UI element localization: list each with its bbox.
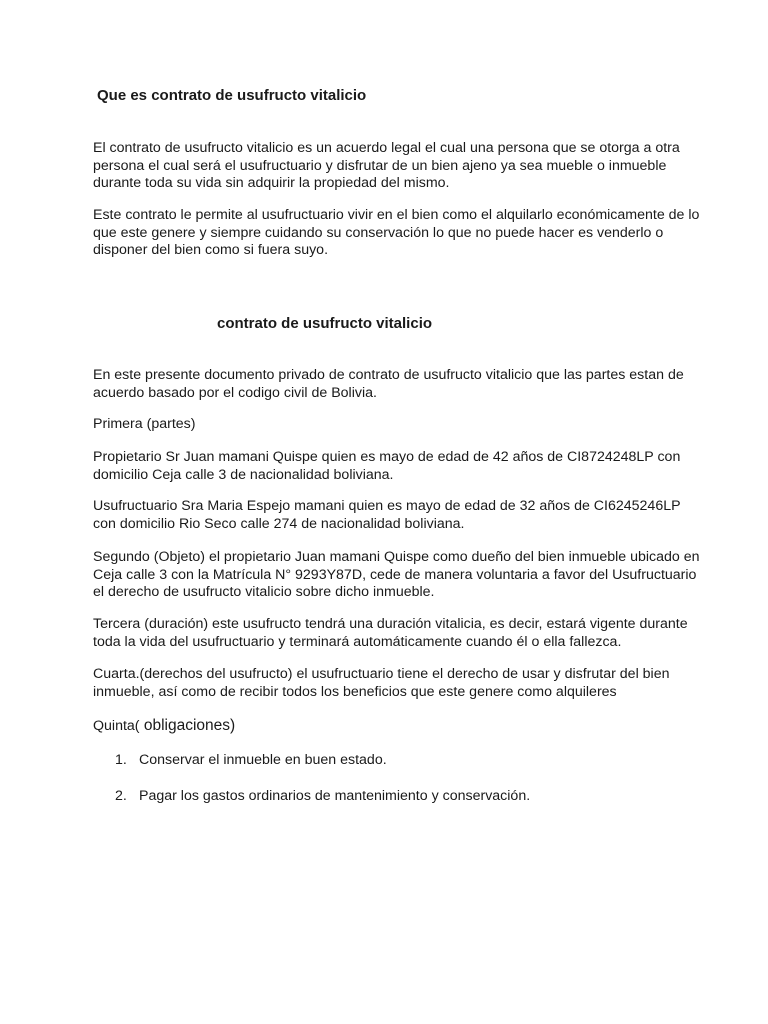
- contract-paragraph: Primera (partes): [93, 416, 196, 432]
- contract-paragraph: Segundo (Objeto) el propietario Juan mamani Quispe como dueño del bien inmueble ubicado en Ceja calle 3 con la Matrícula N° 9293Y87D, cede de manera voluntaria a favor del Usufructuario el derecho de usufructo vitalicio sobre dicho inmueble.: [93, 549, 700, 600]
- contract-paragraph: En este presente documento privado de contrato de usufructo vitalicio que las partes estan de acuerdo basado por el codigo civil de Bolivia.: [93, 367, 684, 401]
- intro-paragraph: Este contrato le permite al usufructuario vivir en el bien como el alquilarlo económicamente de lo que este genere y siempre cuidando su conservación lo que no puede hacer es venderlo o disponer del bien como si fuera suyo.: [93, 207, 700, 258]
- obligations-list: [115, 752, 530, 805]
- quinta-prefix: Quinta(: [93, 718, 140, 734]
- intro-paragraph: El contrato de usufructo vitalicio es un acuerdo legal el cual una persona que se otorga a otra persona el cual será el usufructuario y disfrutar de un bien ajeno ya sea mueble o inmueble durante toda su vida sin adquirir la propiedad del mismo.: [93, 140, 680, 191]
- quinta-heading: [93, 717, 235, 735]
- contract-paragraph: Propietario Sr Juan mamani Quispe quien es mayo de edad de 42 años de CI8724248LP con domicilio Ceja calle 3 de nacionalidad boliviana.: [93, 449, 681, 483]
- contract-paragraph: Tercera (duración) este usufructo tendrá una duración vitalicia, es decir, estará vigente durante toda la vida del usufructuario y terminará automáticamente cuando él o ella fallezca.: [93, 616, 688, 650]
- list-item-text: Pagar los gastos ordinarios de mantenimiento y conservación.: [139, 787, 531, 804]
- list-item-text: Conservar el inmueble en buen estado.: [139, 752, 387, 768]
- contract-paragraph: Cuarta.(derechos del usufructo) el usufructuario tiene el derecho de usar y disfrutar del bien inmueble, así como de recibir todos los beneficios que este genere como alquileres: [93, 666, 670, 700]
- contract-title: contrato de usufructo vitalicio: [217, 315, 433, 332]
- document-title: Que es contrato de usufructo vitalicio: [97, 87, 367, 104]
- quinta-label: obligaciones): [139, 717, 236, 734]
- list-item: [115, 788, 530, 806]
- list-item-number: 1.: [115, 752, 127, 768]
- contract-paragraph: Usufructuario Sra Maria Espejo mamani quien es mayo de edad de 32 años de CI6245246LP con domicilio Rio Seco calle 274 de nacionalidad boliviana.: [93, 498, 681, 532]
- list-item-number: 2.: [115, 787, 127, 804]
- list-item: [115, 752, 530, 770]
